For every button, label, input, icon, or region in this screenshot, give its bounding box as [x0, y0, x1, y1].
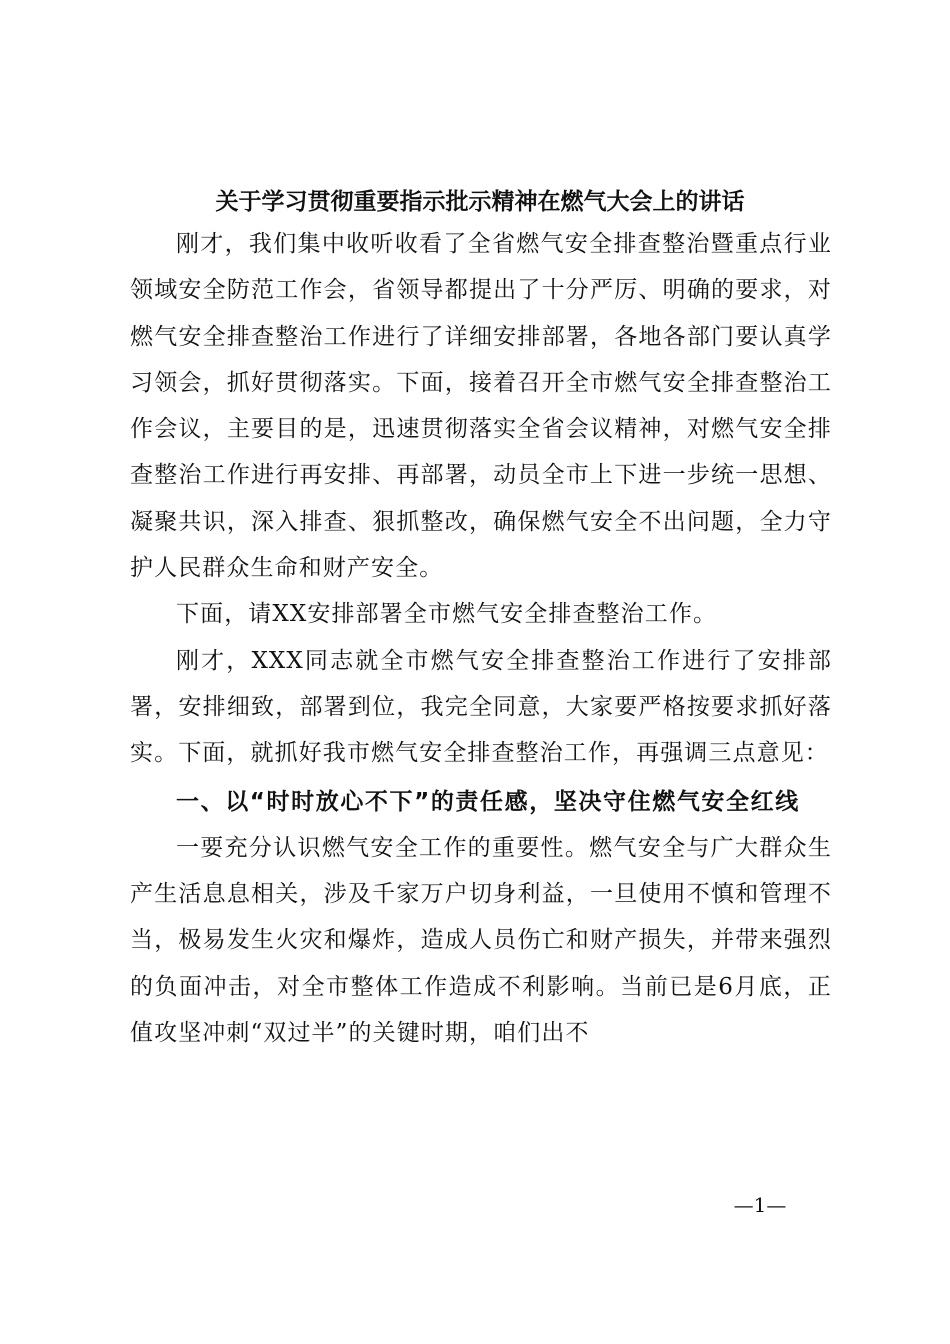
- document-body: [130, 221, 832, 1056]
- section-heading-one: 一、以“时时放心不下”的责任感，坚决守住燃气安全红线: [176, 788, 800, 815]
- paragraph-arrangement: 下面，请XX安排部署全市燃气安全排查整治工作。: [176, 601, 718, 628]
- paragraph-opening: 刚才，我们集中收听收看了全省燃气安全排查整治暨重点行业领域安全防范工作会，省领导都提出了十分严厉、明确的要求，对燃气安全排查整治工作进行了详细安排部署，各地各部门要认真学习领会，抓好贯彻落实。下面，接着召开全市燃气安全排查整治工作会议，主要目的是，迅速贯彻落实全省会议精神，对燃气安全排查整治工作进行再安排、再部署，动员全市上下进一步统一思想、凝聚共识，深入排查、狠抓整改，确保燃气安全不出问题，全力守护人民群众生命和财产安全。: [130, 231, 832, 582]
- paragraph-opinions-intro: 刚才，XXX同志就全市燃气安全排查整治工作进行了安排部署，安排细致，部署到位，我完全同意，大家要严格按要求抓好落实。下面，就抓好我市燃气安全排查整治工作，再强调三点意见：: [130, 647, 832, 767]
- document-title: 关于学习贯彻重要指示批示精神在燃气大会上的讲话: [215, 188, 745, 215]
- paragraph-section-one: 一要充分认识燃气安全工作的重要性。燃气安全与广大群众生产生活息息相关，涉及千家万户切身利益，一旦使用不慎和管理不当，极易发生火灾和爆炸，造成人员伤亡和财产损失，并带来强烈的负面冲击，对全市整体工作造成不利影响。当前已是6月底，正值攻坚冲刺“双过半”的关键时期，咱们出不: [130, 834, 832, 1047]
- page-number: —1—: [733, 1193, 787, 1217]
